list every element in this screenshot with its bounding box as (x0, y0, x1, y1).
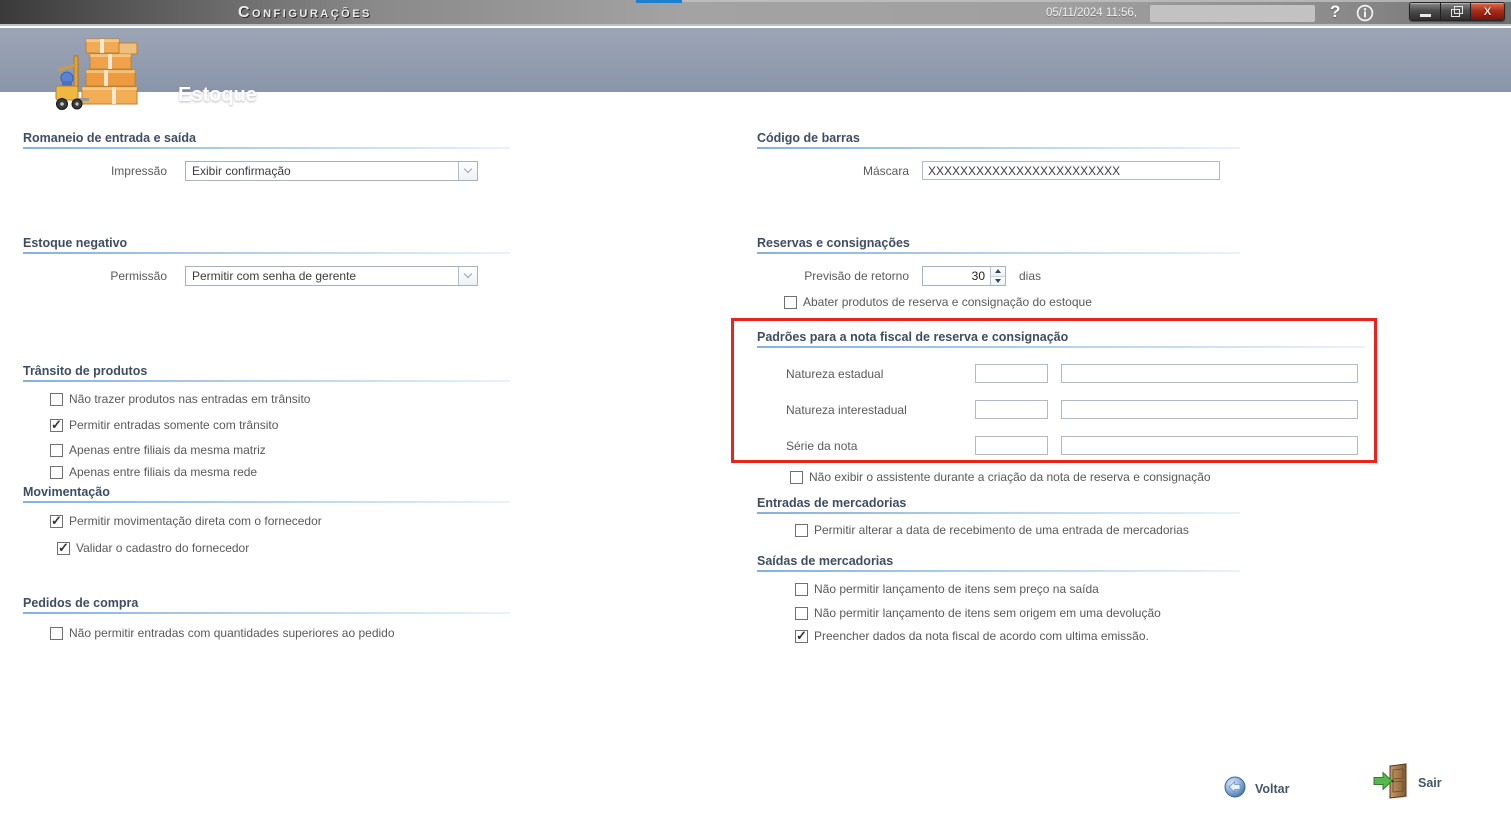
checkbox-label: Validar o cadastro do fornecedor (76, 541, 250, 555)
checkbox-abater-produtos[interactable] (784, 295, 1240, 309)
checkbox-label: Abater produtos de reserva e consignação do estoque (803, 295, 1092, 309)
info-icon[interactable] (1356, 4, 1374, 25)
checkbox-box[interactable]: ✓ (51, 513, 62, 528)
checkbox-box[interactable]: ✓ (796, 628, 807, 643)
impressao-selected-value: Exibir confirmação (192, 164, 291, 178)
restore-icon (1451, 9, 1460, 17)
checkbox-sem-origem-devolucao[interactable] (795, 606, 1240, 620)
permissao-selected-value: Permitir com senha de gerente (192, 269, 357, 283)
section-reservas (757, 236, 1240, 309)
section-underline (23, 501, 510, 503)
back-arrow-icon (1224, 776, 1246, 801)
serie-da-nota-label: Série da nota (786, 438, 858, 453)
checkbox-filiais-mesma-rede[interactable] (50, 465, 510, 479)
page-header (0, 28, 1511, 106)
impressao-dropdown-button[interactable] (458, 162, 477, 180)
checkbox-nao-exibir-assistente[interactable] (790, 470, 1211, 484)
natureza-interestadual-label: Natureza interestadual (786, 402, 907, 417)
checkbox-label: Não permitir entradas com quantidades superiores ao pedido (69, 626, 395, 640)
section-estoque-negativo (23, 236, 510, 286)
triangle-up-icon (995, 269, 1001, 273)
checkbox-box[interactable]: ✓ (58, 540, 69, 555)
section-title-codigo-barras: Código de barras (757, 131, 860, 145)
top-accent-bar (636, 0, 682, 3)
checkbox-box[interactable] (50, 393, 63, 406)
row-serie-da-nota (786, 435, 1374, 456)
section-underline (757, 512, 1240, 514)
checkbox-label: Apenas entre filiais da mesma matriz (69, 443, 266, 457)
checkbox-permitir-alterar-data[interactable] (795, 523, 1240, 537)
previsao-retorno-input[interactable] (923, 267, 990, 285)
checkbox-box[interactable] (795, 583, 808, 596)
chevron-down-icon (464, 165, 472, 173)
voltar-button[interactable] (1224, 776, 1290, 801)
section-title-padroes: Padrões para a nota fiscal de reserva e consignação (757, 330, 1069, 344)
datetime-label: 05/11/2024 11:56, (1046, 7, 1138, 19)
checkbox-box[interactable] (795, 524, 808, 537)
help-icon[interactable]: ? (1330, 2, 1341, 21)
redacted-user-info (1150, 5, 1315, 22)
checkbox-box[interactable]: ✓ (51, 417, 62, 432)
section-title-romaneio: Romaneio de entrada e saída (23, 131, 196, 145)
checkbox-box[interactable] (50, 444, 63, 457)
row-natureza-estadual (786, 363, 1374, 384)
section-title-reservas: Reservas e consignações (757, 236, 910, 250)
restore-button[interactable] (1440, 3, 1470, 20)
impressao-label: Impressão (110, 164, 167, 178)
section-underline (757, 570, 1240, 572)
checkbox-box[interactable] (795, 607, 808, 620)
mascara-label: Máscara (862, 163, 909, 178)
window-controls (1409, 2, 1505, 21)
natureza-estadual-code-input[interactable] (975, 364, 1048, 383)
checkbox-label: Não exibir o assistente durante a criação da nota de reserva e consignação (809, 470, 1211, 484)
permissao-select[interactable] (185, 266, 478, 286)
permissao-label: Permissão (110, 269, 167, 283)
natureza-estadual-label: Natureza estadual (786, 366, 884, 381)
section-transito (23, 364, 510, 479)
section-title-entradas: Entradas de mercadorias (757, 496, 907, 510)
checkbox-box[interactable] (790, 471, 803, 484)
section-title-transito: Trânsito de produtos (23, 364, 148, 378)
checkbox-permitir-entradas-transito[interactable] (50, 418, 510, 432)
natureza-interestadual-desc-input[interactable] (1061, 400, 1358, 419)
section-underline (757, 252, 1240, 254)
section-underline (757, 346, 1365, 348)
checkbox-preencher-dados-nota[interactable] (795, 629, 1240, 643)
permissao-dropdown-button[interactable] (458, 267, 477, 285)
section-pedidos (23, 596, 510, 640)
natureza-interestadual-code-input[interactable] (975, 400, 1048, 419)
checkbox-label: Permitir movimentação direta com o fornecedor (69, 514, 322, 528)
triangle-down-icon (995, 279, 1001, 283)
section-title-pedidos: Pedidos de compra (23, 596, 139, 610)
sair-button[interactable] (1372, 763, 1442, 802)
exit-door-icon (1372, 763, 1410, 802)
dias-label: dias (1019, 269, 1042, 283)
section-entradas (757, 496, 1240, 537)
checkbox-box[interactable] (50, 627, 63, 640)
section-title-movimentacao: Movimentação (23, 485, 110, 499)
minimize-icon (1420, 14, 1431, 17)
section-underline (23, 380, 510, 382)
checkbox-nao-trazer-produtos[interactable] (50, 392, 510, 406)
serie-da-nota-desc-input[interactable] (1061, 436, 1358, 455)
minimize-button[interactable] (1410, 3, 1440, 20)
checkbox-validar-cadastro[interactable] (57, 541, 510, 555)
highlight-box-padroes-nota-fiscal (731, 318, 1377, 463)
page-title: Estoque (178, 84, 257, 106)
previsao-retorno-spinner[interactable] (922, 266, 1006, 286)
serie-da-nota-code-input[interactable] (975, 436, 1048, 455)
checkbox-box[interactable] (784, 296, 797, 309)
section-saidas (757, 554, 1240, 643)
natureza-estadual-desc-input[interactable] (1061, 364, 1358, 383)
checkbox-box[interactable] (50, 466, 63, 479)
section-movimentacao (23, 485, 510, 555)
section-romaneio (23, 131, 510, 181)
impressao-select[interactable] (185, 161, 478, 181)
checkbox-movimentacao-direta[interactable] (50, 514, 510, 528)
section-underline (23, 147, 510, 149)
chevron-down-icon (464, 270, 472, 278)
section-title-estoque-negativo: Estoque negativo (23, 236, 128, 250)
previsao-retorno-label: Previsão de retorno (804, 269, 909, 283)
checkbox-label: Não trazer produtos nas entradas em trânsito (69, 392, 311, 406)
checkbox-sem-preco-saida[interactable] (795, 582, 1240, 596)
checkbox-label: Permitir entradas somente com trânsito (69, 418, 279, 432)
checkbox-label: Permitir alterar a data de recebimento de uma entrada de mercadorias (814, 523, 1189, 537)
spinner-up-button[interactable] (991, 267, 1005, 276)
checkbox-quantidades-superiores[interactable] (50, 626, 510, 640)
estoque-forklift-icon (50, 36, 150, 121)
voltar-label: Voltar (1255, 781, 1290, 796)
app-title: Configurações (238, 4, 372, 21)
section-underline (23, 612, 510, 614)
sair-label: Sair (1418, 775, 1442, 790)
titlebar (0, 0, 1511, 26)
checkbox-label: Não permitir lançamento de itens sem preço na saída (814, 582, 1099, 596)
section-underline (23, 252, 510, 254)
spinner-down-button[interactable] (991, 276, 1005, 286)
close-button[interactable]: X (1470, 3, 1504, 20)
mascara-input[interactable] (922, 161, 1220, 180)
section-codigo-barras (757, 131, 1240, 180)
checkbox-label: Apenas entre filiais da mesma rede (69, 465, 258, 479)
row-natureza-interestadual (786, 399, 1374, 420)
section-underline (757, 147, 1240, 149)
checkbox-filiais-mesma-matriz[interactable] (50, 443, 510, 457)
section-title-saidas: Saídas de mercadorias (757, 554, 894, 568)
checkbox-label: Não permitir lançamento de itens sem origem em uma devolução (814, 606, 1161, 620)
checkbox-label: Preencher dados da nota fiscal de acordo com ultima emissão. (814, 629, 1149, 643)
